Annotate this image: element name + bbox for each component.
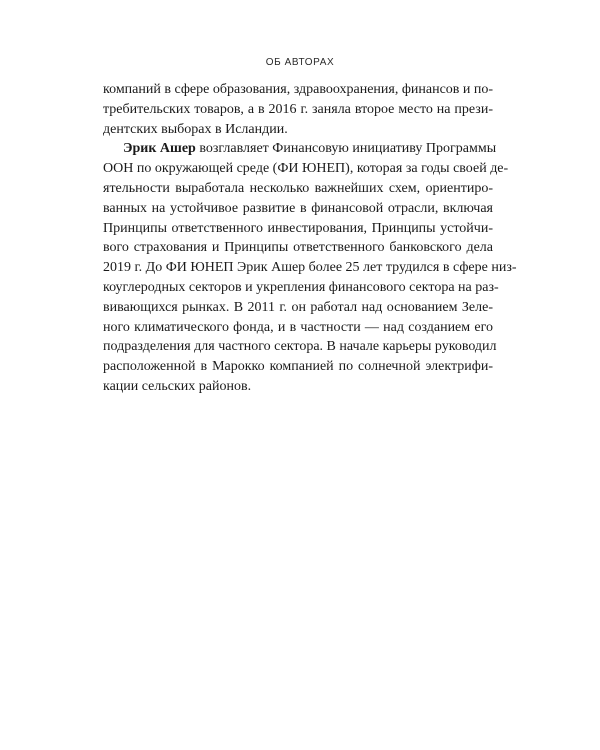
text-line: вивающихся рынках. В 2011 г. он работал над основанием Зеле-: [103, 299, 493, 315]
text-line: кации сельских районов.: [103, 378, 252, 394]
text-line: компаний в сфере образования, здравоохранения, финансов и по-: [103, 82, 494, 97]
text-line: ООН по окружающей среде (ФИ ЮНЕП), которая за годы своей де-: [103, 161, 509, 177]
text-line: вого страхования и Принципы ответственного банковского дела: [103, 240, 493, 256]
text-line: ванных на устойчивое развитие в финансовой отрасли, включая: [103, 200, 493, 216]
text-line: подразделения для частного сектора. В начале карьеры руководил: [103, 339, 497, 355]
text-line: расположенной в Марокко компанией по солнечной электрифи-: [103, 359, 493, 375]
paragraph-eric-usher: [103, 139, 517, 396]
text-line: Принципы ответственного инвестирования, Принципы устойчи-: [103, 220, 493, 236]
text-line: требительских товаров, а в 2016 г. заняла второе место на прези-: [103, 101, 493, 117]
author-name: Эрик Ашер: [123, 141, 196, 157]
text-line: ятельности выработала несколько важнейших схем, ориентиро-: [103, 180, 493, 196]
body-text: [103, 80, 517, 397]
text-line: дентских выборах в Исландии.: [103, 121, 288, 137]
running-head: ОБ АВТОРАХ: [265, 57, 335, 68]
text-line: [103, 139, 497, 159]
paragraph-continuation: [103, 80, 493, 139]
text-fragment: возглавляет Финансовую инициативу Программы: [195, 141, 497, 157]
text-line: ного климатического фонда, и в частности — над созданием его: [103, 319, 493, 335]
text-line: 2019 г. До ФИ ЮНЕП Эрик Ашер более 25 лет трудился в сфере низ-: [103, 260, 517, 276]
text-line: коуглеродных секторов и укрепления финансового сектора на раз-: [103, 279, 499, 295]
